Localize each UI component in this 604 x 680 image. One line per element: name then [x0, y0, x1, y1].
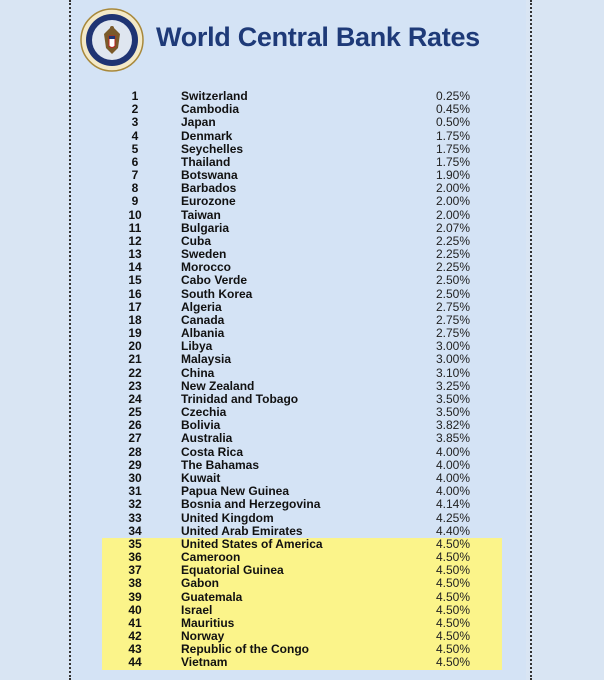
rate-cell: 3.25% [435, 378, 470, 393]
rank-cell: 26 [128, 418, 142, 433]
rate-cell: 4.50% [435, 642, 470, 657]
rate-cell: 2.75% [435, 326, 470, 341]
rank-cell: 15 [128, 273, 142, 288]
country-cell: Morocco [181, 260, 232, 275]
rate-cell: 3.50% [435, 391, 470, 406]
list-item [0, 353, 604, 366]
country-cell: United States of America [181, 536, 323, 551]
rate-cell: 4.50% [435, 576, 470, 591]
list-item [0, 261, 604, 274]
rate-cell: 1.90% [435, 168, 470, 183]
rank-cell: 6 [131, 154, 139, 169]
rank-cell: 44 [128, 655, 142, 670]
country-cell: Denmark [181, 128, 233, 143]
rate-cell: 2.75% [435, 312, 470, 327]
country-cell: Kuwait [181, 470, 221, 485]
rate-cell: 2.25% [435, 247, 470, 262]
rate-cell: 4.00% [435, 470, 470, 485]
rate-cell: 4.14% [435, 497, 470, 512]
list-item [0, 591, 604, 604]
rate-cell: 2.50% [435, 273, 470, 288]
country-cell: Trinidad and Tobago [181, 391, 299, 406]
list-item [0, 274, 604, 287]
rate-cell: 4.40% [435, 523, 470, 538]
list-item [0, 525, 604, 538]
list-item [0, 367, 604, 380]
rank-cell: 21 [128, 352, 142, 367]
presidential-seal-logo [80, 8, 144, 72]
rate-cell: 1.75% [435, 141, 470, 156]
rate-cell: 2.00% [435, 194, 470, 209]
rates-list [0, 90, 604, 670]
list-item [0, 340, 604, 353]
rate-cell: 2.00% [435, 207, 470, 222]
rate-cell: 3.00% [435, 339, 470, 354]
country-cell: South Korea [181, 286, 253, 301]
rank-cell: 17 [128, 299, 142, 314]
list-item [0, 209, 604, 222]
country-cell: Bolivia [181, 418, 221, 433]
rate-cell: 4.00% [435, 457, 470, 472]
country-cell: Barbados [181, 181, 237, 196]
rank-cell: 10 [128, 207, 142, 222]
rank-cell: 36 [128, 550, 142, 565]
rate-cell: 4.00% [435, 484, 470, 499]
list-item [0, 301, 604, 314]
country-cell: Czechia [181, 405, 227, 420]
list-item [0, 182, 604, 195]
country-cell: Sweden [181, 247, 227, 262]
rate-cell: 4.50% [435, 536, 470, 551]
rank-cell: 31 [128, 484, 142, 499]
rank-cell: 33 [128, 510, 142, 525]
rank-cell: 40 [128, 602, 142, 617]
rank-cell: 35 [128, 536, 142, 551]
rank-cell: 18 [128, 312, 142, 327]
list-item [0, 393, 604, 406]
rank-cell: 2 [131, 102, 139, 117]
list-item [0, 551, 604, 564]
rank-cell: 12 [128, 233, 142, 248]
list-item [0, 314, 604, 327]
rate-cell: 3.85% [435, 431, 470, 446]
rate-cell: 2.50% [435, 286, 470, 301]
country-cell: Japan [181, 115, 216, 130]
country-cell: Taiwan [181, 207, 221, 222]
rate-cell: 4.50% [435, 629, 470, 644]
country-cell: Cuba [181, 233, 211, 248]
rate-cell: 4.50% [435, 589, 470, 604]
country-cell: Australia [181, 431, 233, 446]
country-cell: New Zealand [181, 378, 255, 393]
rank-cell: 32 [128, 497, 142, 512]
country-cell: Gabon [181, 576, 219, 591]
country-cell: United Arab Emirates [181, 523, 303, 538]
list-item [0, 222, 604, 235]
country-cell: Republic of the Congo [181, 642, 309, 657]
country-cell: Bosnia and Herzegovina [181, 497, 321, 512]
list-item [0, 656, 604, 669]
list-item [0, 406, 604, 419]
rate-cell: 3.50% [435, 405, 470, 420]
country-cell: United Kingdom [181, 510, 274, 525]
rate-cell: 4.50% [435, 602, 470, 617]
rank-cell: 28 [128, 444, 142, 459]
rate-cell: 4.50% [435, 563, 470, 578]
country-cell: Malaysia [181, 352, 232, 367]
country-cell: Costa Rica [181, 444, 244, 459]
rate-cell: 3.82% [435, 418, 470, 433]
country-cell: Cabo Verde [181, 273, 248, 288]
rank-cell: 27 [128, 431, 142, 446]
list-item [0, 564, 604, 577]
list-item [0, 498, 604, 511]
list-item [0, 472, 604, 485]
country-cell: Botswana [181, 168, 238, 183]
rank-cell: 29 [128, 457, 142, 472]
rank-cell: 23 [128, 378, 142, 393]
country-cell: Canada [181, 312, 225, 327]
country-cell: Albania [181, 326, 225, 341]
country-cell: Bulgaria [181, 220, 230, 235]
rank-cell: 5 [131, 141, 139, 156]
list-item [0, 512, 604, 525]
list-item [0, 432, 604, 445]
rank-cell: 7 [131, 168, 139, 183]
rate-cell: 4.00% [435, 444, 470, 459]
rate-cell: 3.00% [435, 352, 470, 367]
country-cell: Cambodia [181, 102, 240, 117]
list-item [0, 538, 604, 551]
country-cell: Seychelles [181, 141, 244, 156]
list-item [0, 419, 604, 432]
list-item [0, 195, 604, 208]
list-item [0, 130, 604, 143]
rate-cell: 4.25% [435, 510, 470, 525]
list-item [0, 90, 604, 103]
list-item [0, 116, 604, 129]
rate-cell: 4.50% [435, 615, 470, 630]
list-item [0, 169, 604, 182]
rank-cell: 39 [128, 589, 142, 604]
rank-cell: 1 [131, 89, 139, 103]
rate-cell: 3.10% [435, 365, 470, 380]
rank-cell: 25 [128, 405, 142, 420]
rank-cell: 13 [128, 247, 142, 262]
country-cell: China [181, 365, 215, 380]
country-cell: Cameroon [181, 550, 241, 565]
list-item [0, 156, 604, 169]
page-title: World Central Bank Rates [156, 22, 480, 52]
rate-cell: 1.75% [435, 128, 470, 143]
rank-cell: 19 [128, 326, 142, 341]
list-item [0, 143, 604, 156]
country-cell: Equatorial Guinea [181, 563, 284, 578]
rate-cell: 0.25% [435, 89, 470, 103]
rank-cell: 41 [128, 615, 142, 630]
rank-cell: 14 [128, 260, 142, 275]
rate-cell: 4.50% [435, 655, 470, 670]
country-cell: The Bahamas [181, 457, 260, 472]
rate-cell: 2.25% [435, 233, 470, 248]
country-cell: Israel [181, 602, 213, 617]
country-cell: Mauritius [181, 615, 235, 630]
country-cell: Libya [181, 339, 213, 354]
list-item [0, 446, 604, 459]
rank-cell: 3 [131, 115, 139, 130]
country-cell: Eurozone [181, 194, 236, 209]
country-cell: Vietnam [181, 655, 228, 670]
rank-cell: 37 [128, 563, 142, 578]
rank-cell: 24 [128, 391, 142, 406]
list-item [0, 235, 604, 248]
country-cell: Algeria [181, 299, 222, 314]
country-cell: Thailand [181, 154, 231, 169]
list-item [0, 643, 604, 656]
country-cell: Norway [181, 629, 225, 644]
list-item [0, 327, 604, 340]
rank-cell: 22 [128, 365, 142, 380]
rank-cell: 16 [128, 286, 142, 301]
rank-cell: 9 [131, 194, 139, 209]
list-item [0, 577, 604, 590]
rank-cell: 20 [128, 339, 142, 354]
country-cell: Guatemala [181, 589, 243, 604]
list-item [0, 103, 604, 116]
rate-cell: 2.75% [435, 299, 470, 314]
rank-cell: 30 [128, 470, 142, 485]
rate-cell: 2.00% [435, 181, 470, 196]
rate-cell: 4.50% [435, 550, 470, 565]
list-item [0, 380, 604, 393]
rate-cell: 0.45% [435, 102, 470, 117]
list-item [0, 248, 604, 261]
rank-cell: 38 [128, 576, 142, 591]
rate-cell: 1.75% [435, 154, 470, 169]
rate-cell: 0.50% [435, 115, 470, 130]
rate-cell: 2.25% [435, 260, 470, 275]
rank-cell: 4 [131, 128, 139, 143]
list-item [0, 617, 604, 630]
rank-cell: 42 [128, 629, 142, 644]
rank-cell: 11 [128, 220, 142, 235]
rank-cell: 43 [128, 642, 142, 657]
list-item [0, 604, 604, 617]
country-cell: Papua New Guinea [181, 484, 290, 499]
country-cell: Switzerland [181, 89, 248, 103]
rank-cell: 34 [128, 523, 142, 538]
rate-cell: 2.07% [435, 220, 470, 235]
list-item [0, 288, 604, 301]
list-item [0, 459, 604, 472]
rank-cell: 8 [131, 181, 139, 196]
